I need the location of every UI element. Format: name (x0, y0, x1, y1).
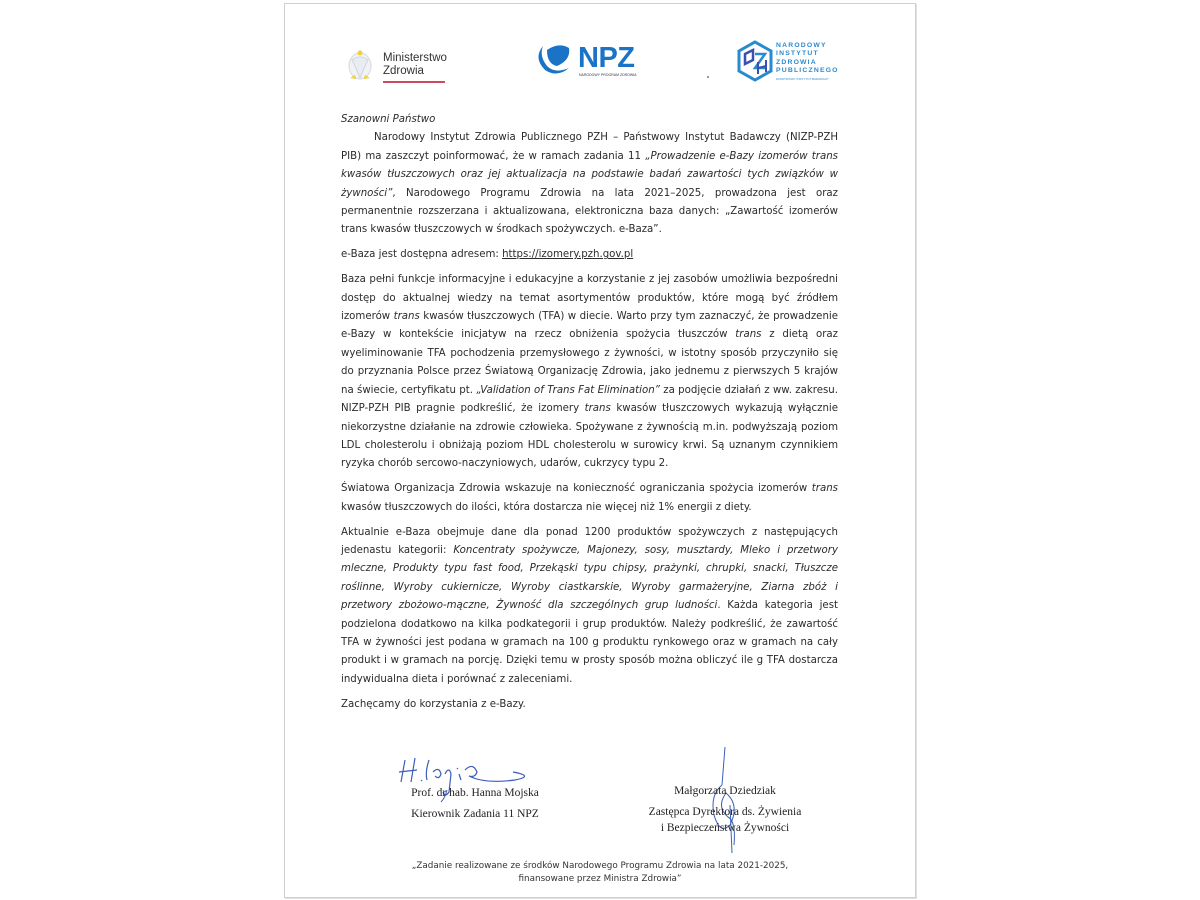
paragraph-address (341, 246, 838, 264)
npz-logo (535, 40, 645, 80)
signatory-name: Małgorzata Dziedziak (674, 785, 776, 797)
text-run: , Narodowego Programu Zdrowia na lata 2021–2025, prowadzona jest oraz permanentnie rozszerzana i aktualizowana, elektroniczna baza danych: „Zawartość izomerów trans kwasów tłuszczowych w środkach spożywczych. e-Baza”. (341, 187, 838, 236)
pzh-name (776, 42, 839, 75)
ministry-name (383, 52, 447, 78)
npz-swoosh-icon (535, 40, 575, 78)
paragraph-intro (341, 129, 838, 239)
text-run: Narodowy Instytut Zdrowia Publicznego PZH – Państwowy Instytut Badawczy (NIZP-PZH PIB) ma zaszczyt poinformować, że w ramach zadania 11 (341, 132, 838, 162)
npz-subtitle: NARODOWY PROGRAM ZDROWIA (579, 73, 637, 77)
signature-block-left (380, 783, 570, 825)
text-run-italic: trans (735, 329, 762, 341)
pzh-hexagon-icon (736, 40, 774, 82)
npz-title: NPZ (578, 42, 635, 74)
ministry-name-line2: Zdrowia (383, 65, 424, 77)
paragraph-categories (341, 524, 838, 690)
ebaza-link[interactable]: https://izomery.pzh.gov.pl (502, 249, 634, 261)
signatory-role: Zastępca Dyrektora ds. Żywienia (648, 806, 802, 818)
pzh-name-line: INSTYTUT (776, 50, 819, 58)
pzh-subtitle: PAŃSTWOWY INSTYTUT BADAWCZY (776, 77, 829, 81)
text-run: z dietą oraz wyeliminowanie TFA pochodzenia przemysłowego z żywności, w istotny sposób przyczyniło się do przyznania Polsce przez Światową Organizację Zdrowia, jako jednemu z pierwszych 5 krajów na świecie, certyfikatu pt. (341, 329, 838, 396)
text-run: . Każda kategoria jest podzielona dodatkowo na kilka podkategorii i grup produktów. Należy podkreślić, że zawartość TFA w żywności jest podana w gramach na 100 g produktu rynkowego oraz w gramach na cały produkt i w gramach na porcję. Dzięki temu w prosty sposób można obliczyć ile g TFA dostarcza indywidualna dieta i porównać z zaleceniami. (341, 600, 839, 685)
nizp-pzh-logo (736, 40, 846, 85)
text-run: Aktualnie e-Baza obejmuje dane dla ponad 1200 produktów spożywczych z następujących jedenastu kategorii: (341, 526, 838, 556)
text-run-italic: trans (393, 311, 420, 323)
task-title: „Prowadzenie e-Bazy izomerów trans kwasów tłuszczowych oraz jej aktualizacja na podstawie badań zawartości tych związków w żywności” (341, 150, 838, 199)
funding-footnote (380, 860, 820, 886)
text-run: Światowa Organizacja Zdrowia wskazuje na konieczność ograniczania spożycia izomerów (341, 483, 812, 495)
ministry-accent-line (383, 81, 445, 83)
signature-block-right (620, 783, 830, 836)
text-run: e-Baza jest dostępna adresem: (341, 249, 503, 261)
certificate-title: „Validation of Trans Fat Elimination” (476, 384, 660, 396)
paragraph-who (341, 480, 838, 517)
text-run-italic: trans (584, 403, 611, 415)
eagle-emblem-icon (346, 48, 374, 84)
pzh-name-line: NARODOWY (776, 42, 827, 49)
signatory-role: Kierownik Zadania 11 NPZ (411, 808, 539, 820)
pzh-name-line: PUBLICZNEGO (776, 66, 839, 74)
text-run: kwasów tłuszczowych wykazują wyłącznie niekorzystne działanie na zdrowie człowieka. Spożywane z żywnością m.in. podwyższają poziom LDL cholesterolu i obniżają poziom HDL cholesterolu w surowicy krwi. Są uznanym czynnikiem ryzyka chorób sercowo-naczyniowych, udarów, cukrzycy typu 2. (341, 403, 839, 470)
pzh-name-line: ZDROWIA (776, 58, 817, 66)
letter-body (341, 111, 838, 721)
text-run: za podjęcie działań z ww. zakresu. NIZP-PZH PIB pragnie podkreślić, że izomery (341, 384, 838, 415)
paragraph-closing: Zachęcamy do korzystania z e-Bazy. (341, 698, 526, 710)
signatory-role: i Bezpieczeństwa Żywności (660, 822, 790, 834)
ministry-name-line1: Ministerstwo (383, 52, 447, 64)
footnote-line: „Zadanie realizowane ze środków Narodowego Programu Zdrowia na lata 2021-2025, (411, 861, 789, 871)
salutation: Szanowni Państwo (341, 114, 436, 125)
footnote-line: finansowane przez Ministra Zdrowia” (518, 874, 682, 884)
ministry-of-health-logo (346, 48, 456, 88)
text-run-italic: trans (811, 483, 838, 495)
signatory-name: Prof. dr hab. Hanna Mojska (411, 787, 539, 799)
text-run: kwasów tłuszczowych do ilości, która dostarcza nie więcej niż 1% energii z diety. (341, 501, 752, 513)
text-run: kwasów tłuszczowych (TFA) w diecie. Warto przy tym zaznaczyć, że prowadzenie e-Bazy w kontekście inicjatyw na rzecz obniżenia spożycia tłuszczów (341, 311, 838, 341)
text-run: Baza pełni funkcje informacyjne i edukacyjne a korzystanie z jej zasobów umożliwia bezpośredni dostęp do aktualnej wiedzy na temat asortymentów produktów, które mogą być źródłem izomerów (341, 274, 838, 323)
category-list: Koncentraty spożywcze, Majonezy, sosy, musztardy, Mleko i przetwory mleczne, Produkty typu fast food, Przekąski typu chipsy, prażynki, chrupki, snacki, Tłuszcze roślinne, Wyroby cukiernicze, Wyroby ciastkarskie, Wyroby garmażeryjne, Ziarna zbóż i przetwory zbożowo-mączne, Żywność dla szczególnych grup ludności (341, 544, 838, 612)
scan-speck (707, 76, 709, 78)
paragraph-about (341, 271, 838, 473)
